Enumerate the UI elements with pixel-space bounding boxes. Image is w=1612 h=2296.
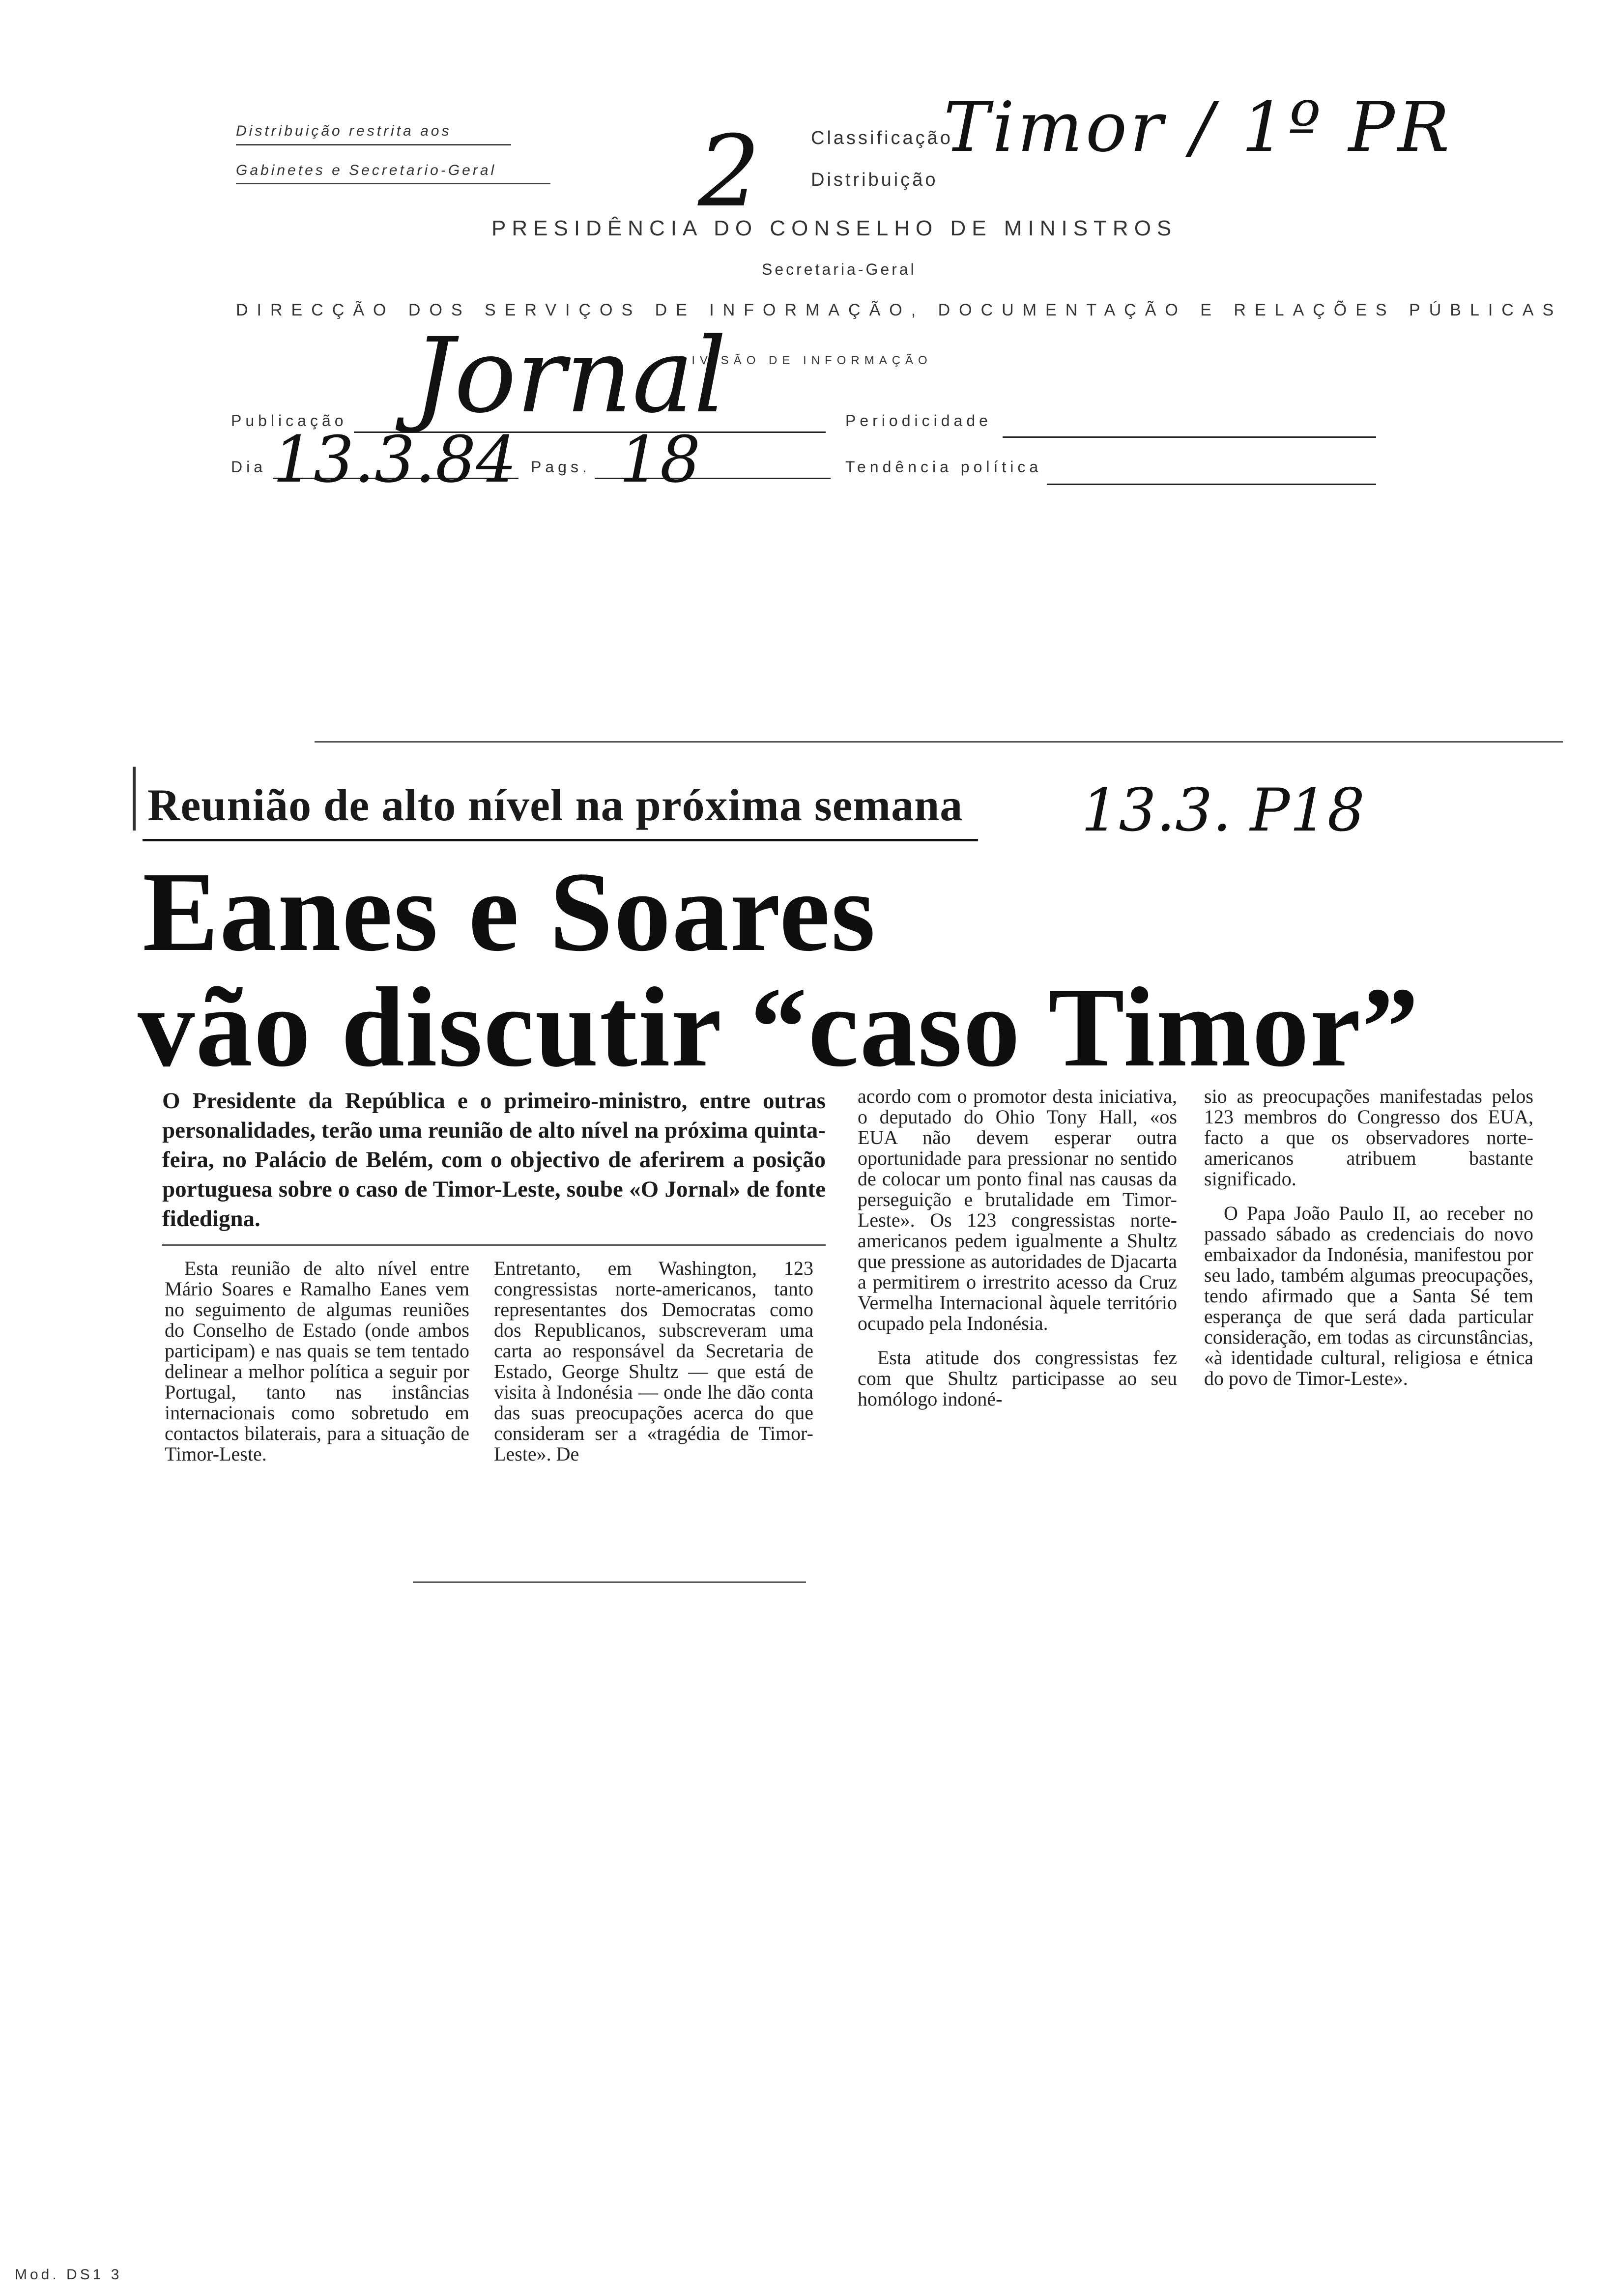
form-model-number: Mod. DS1 3	[15, 2267, 122, 2283]
presidency-title: PRESIDÊNCIA DO CONSELHO DE MINISTROS	[491, 216, 1178, 240]
pags-label: Pags.	[531, 458, 591, 476]
divisao-title: DIVISÃO DE INFORMAÇÃO	[678, 354, 932, 367]
distribution-note-line1: Distribuição restrita aos	[236, 123, 452, 139]
handwritten-publication: Jornal	[413, 316, 727, 436]
kicker-underline	[143, 839, 978, 841]
direccao-title: DIRECÇÃO DOS SERVIÇOS DE INFORMAÇÃO, DOCUMENTAÇÃO E RELAÇÕES PÚBLICAS	[236, 301, 1563, 319]
top-rule	[315, 741, 1563, 743]
article-lead: O Presidente da República e o primeiro-ministro, entre outras personalidades, terão uma reunião de alto nível na próxima quinta-feira, no Palácio de Belém, com o objectivo de aferirem a posição portuguesa sobre o caso de Timor-Leste, soube «O Jornal» de fonte fidedigna.	[162, 1088, 826, 1232]
headline-line2: vão discutir “caso Timor”	[138, 964, 1420, 1091]
article-kicker: Reunião de alto nível na próxima semana	[147, 780, 963, 830]
handwritten-article-note: 13.3. P18	[1081, 776, 1365, 845]
lead-rule	[162, 1244, 826, 1246]
tendencia-label: Tendência política	[845, 458, 1042, 476]
column-2-paragraph: Entretanto, em Washington, 123 congressistas norte-americanos, tanto representantes dos Democratas como dos Republicanos, subscreveram uma carta ao responsável da Secretaria de Estado, George Shultz — que está de visita à Indonésia — onde lhe dão conta das suas preocupações acerca do que consideram ser a «tragédia de Timor-Leste». De	[494, 1257, 813, 1465]
handwritten-day: 13.3.84	[273, 422, 517, 497]
classificacao-label: Classificação	[811, 128, 953, 148]
dia-label: Dia	[231, 458, 267, 476]
column-4	[1204, 1086, 1533, 1403]
column-4-paragraph-2: O Papa João Paulo II, ao receber no passado sábado as credenciais do novo embaixador da Indonésia, manifestou por seu lado, também algumas preocupações, tendo afirmado que a Santa Sé tem esperança de que será dada particular consideração, em todas as circunstâncias, «à identidade cultural, religiosa e étnica do povo de Timor-Leste».	[1204, 1202, 1533, 1389]
bottom-rule	[413, 1581, 806, 1583]
periodicidade-label: Periodicidade	[845, 412, 992, 430]
kicker-bar	[133, 767, 136, 831]
column-1-paragraph: Esta reunião de alto nível entre Mário Soares e Ramalho Eanes vem no seguimento de algumas reuniões do Conselho de Estado (onde ambos participam) e nas quais se tem tentado delinear a melhor política a seguir por Portugal, tanto nas instâncias internacionais como sobretudo em contactos bilaterais, para a situação de Timor-Leste.	[165, 1257, 469, 1465]
periodicidade-line	[1003, 436, 1376, 438]
distribuicao-label: Distribuição	[811, 170, 938, 190]
column-3-paragraph-2: Esta atitude dos congressistas fez com que Shultz participasse ao seu homólogo indoné-	[858, 1347, 1177, 1410]
handwritten-page: 18	[619, 422, 701, 497]
column-3	[858, 1086, 1177, 1423]
tendencia-line	[1047, 484, 1376, 485]
handwritten-number: 2	[698, 115, 761, 229]
column-4-paragraph-1: sio as preocupações manifestadas pelos 123 membros do Congresso dos EUA, facto a que os observadores norte-americanos atribuem bastante significado.	[1204, 1085, 1533, 1190]
secretaria-title: Secretaria-Geral	[762, 260, 917, 278]
column-2	[494, 1258, 813, 1478]
distribution-underline-1	[236, 144, 511, 145]
headline-line1: Eanes e Soares	[143, 849, 877, 975]
handwritten-classification: Timor / 1º PR	[944, 87, 1453, 168]
column-1	[165, 1258, 469, 1478]
publicacao-label: Publicação	[231, 412, 347, 430]
distribution-note-line2: Gabinetes e Secretario-Geral	[236, 162, 497, 178]
distribution-underline-2	[236, 183, 550, 184]
column-3-paragraph-1: acordo com o promotor desta iniciativa, o deputado do Ohio Tony Hall, «os EUA não devem esperar outra oportunidade para pressionar no sentido de colocar um ponto final nas causas da perseguição e brutalidade em Timor-Leste». Os 123 congressistas norte-americanos pedem igualmente a Shultz que pressione as autoridades de Djacarta a permitirem o irrestrito acesso da Cruz Vermelha Internacional àquele território ocupado pela Indonésia.	[858, 1085, 1177, 1334]
